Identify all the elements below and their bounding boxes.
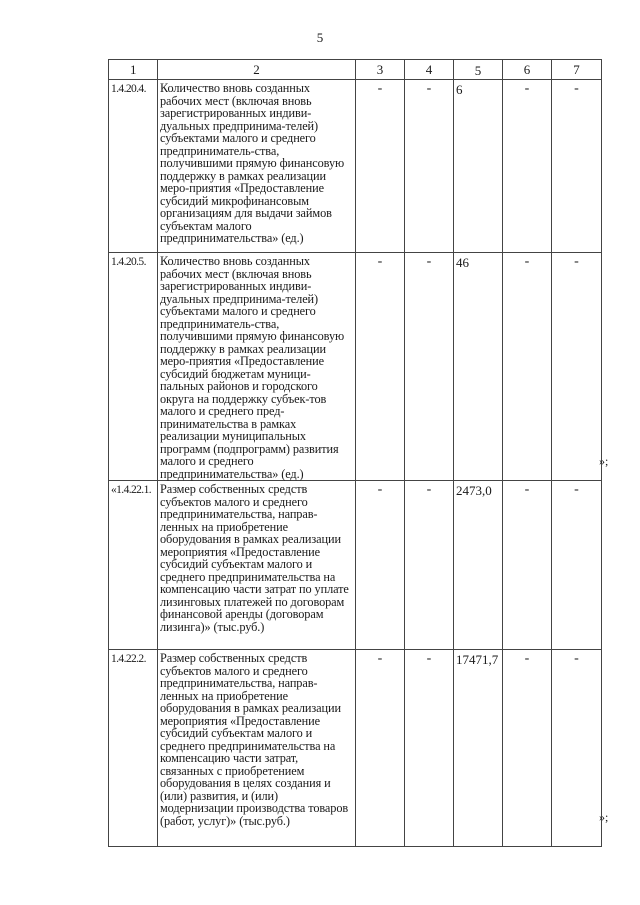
table-row — [109, 80, 602, 253]
row-value-col3: - — [356, 80, 405, 253]
row-value-col3: - — [356, 481, 405, 650]
row-code: 1.4.20.5. — [109, 253, 158, 481]
table-row — [109, 481, 602, 650]
row-value-col6: - — [503, 650, 552, 847]
row-value-col7: - — [552, 253, 602, 481]
row-value-col4: - — [405, 80, 454, 253]
table-header-row — [109, 60, 602, 80]
column-header-2: 2 — [158, 60, 356, 80]
row-value-col7: - — [552, 481, 602, 650]
row-description: Размер собственных средств субъектов малого и среднего предпринимательства, направ-ленных на приобретение оборудования в рамках реализации мероприятия «Предоставление субсидий субъектам малого и среднего предпринимательства на компенсацию части затрат по уплате лизинговых платежей по договорам финансовой аренды (договорам лизинга)» (тыс.руб.) — [158, 481, 356, 650]
row-value-col4: - — [405, 650, 454, 847]
row-value-col7: - — [552, 650, 602, 847]
column-header-6: 6 — [503, 60, 552, 80]
page-number: 5 — [316, 30, 324, 45]
row-value-col4: - — [405, 253, 454, 481]
row-code: 1.4.20.4. — [109, 80, 158, 253]
row-value-col7: - — [552, 80, 602, 253]
column-header-1: 1 — [109, 60, 158, 80]
indicators-table — [108, 59, 602, 847]
row-description: Количество вновь созданных рабочих мест (включая вновь зарегистрированных индиви-дуальных предпринима-телей) субъектами малого и среднего предприниматель-ства, получившими прямую финансовую поддержку в рамках реализации меро-приятия «Предоставление субсидий микрофинансовым организациям для выдачи займов субъектам малого предпринимательства» (ед.) — [158, 80, 356, 253]
row-value-col5: 17471,7 — [454, 650, 503, 847]
row-description: Размер собственных средств субъектов малого и среднего предпринимательства, направ-ленных на приобретение оборудования в рамках реализации мероприятия «Предоставление субсидий субъектам малого и среднего предпринимательства на компенсацию части затрат, связанных с приобретением оборудования в целях создания и (или) развития, и (или) модернизации производства товаров (работ, услуг)» (тыс.руб.) — [158, 650, 356, 847]
column-header-3: 3 — [356, 60, 405, 80]
row-description: Количество вновь созданных рабочих мест (включая вновь зарегистрированных индиви-дуальных предпринима-телей) субъектами малого и среднего предприниматель-ства, получившими прямую финансовую поддержку в рамках реализации меро-приятия «Предоставление субсидий бюджетам муници-пальных районов и городского округа на поддержку субъек-тов малого и среднего пред-принимательства в рамках реализации муниципальных программ (подпрограмм) развития малого и среднего предпринимательства» (ед.) — [158, 253, 356, 481]
column-header-7: 7 — [552, 60, 602, 80]
row-value-col6: - — [503, 481, 552, 650]
row-value-col6: - — [503, 80, 552, 253]
row-value-col5: 2473,0 — [454, 481, 503, 650]
row-code: «1.4.22.1. — [109, 481, 158, 650]
row-code: 1.4.22.2. — [109, 650, 158, 847]
table-row — [109, 253, 602, 481]
column-header-5: 5 — [454, 60, 503, 80]
table-row — [109, 650, 602, 847]
closing-quote-mark: »; — [599, 454, 609, 468]
closing-quote-mark: »; — [599, 810, 609, 824]
row-value-col5: 6 — [454, 80, 503, 253]
row-value-col4: - — [405, 481, 454, 650]
row-value-col3: - — [356, 650, 405, 847]
row-value-col6: - — [503, 253, 552, 481]
column-header-4: 4 — [405, 60, 454, 80]
row-value-col3: - — [356, 253, 405, 481]
row-value-col5: 46 — [454, 253, 503, 481]
